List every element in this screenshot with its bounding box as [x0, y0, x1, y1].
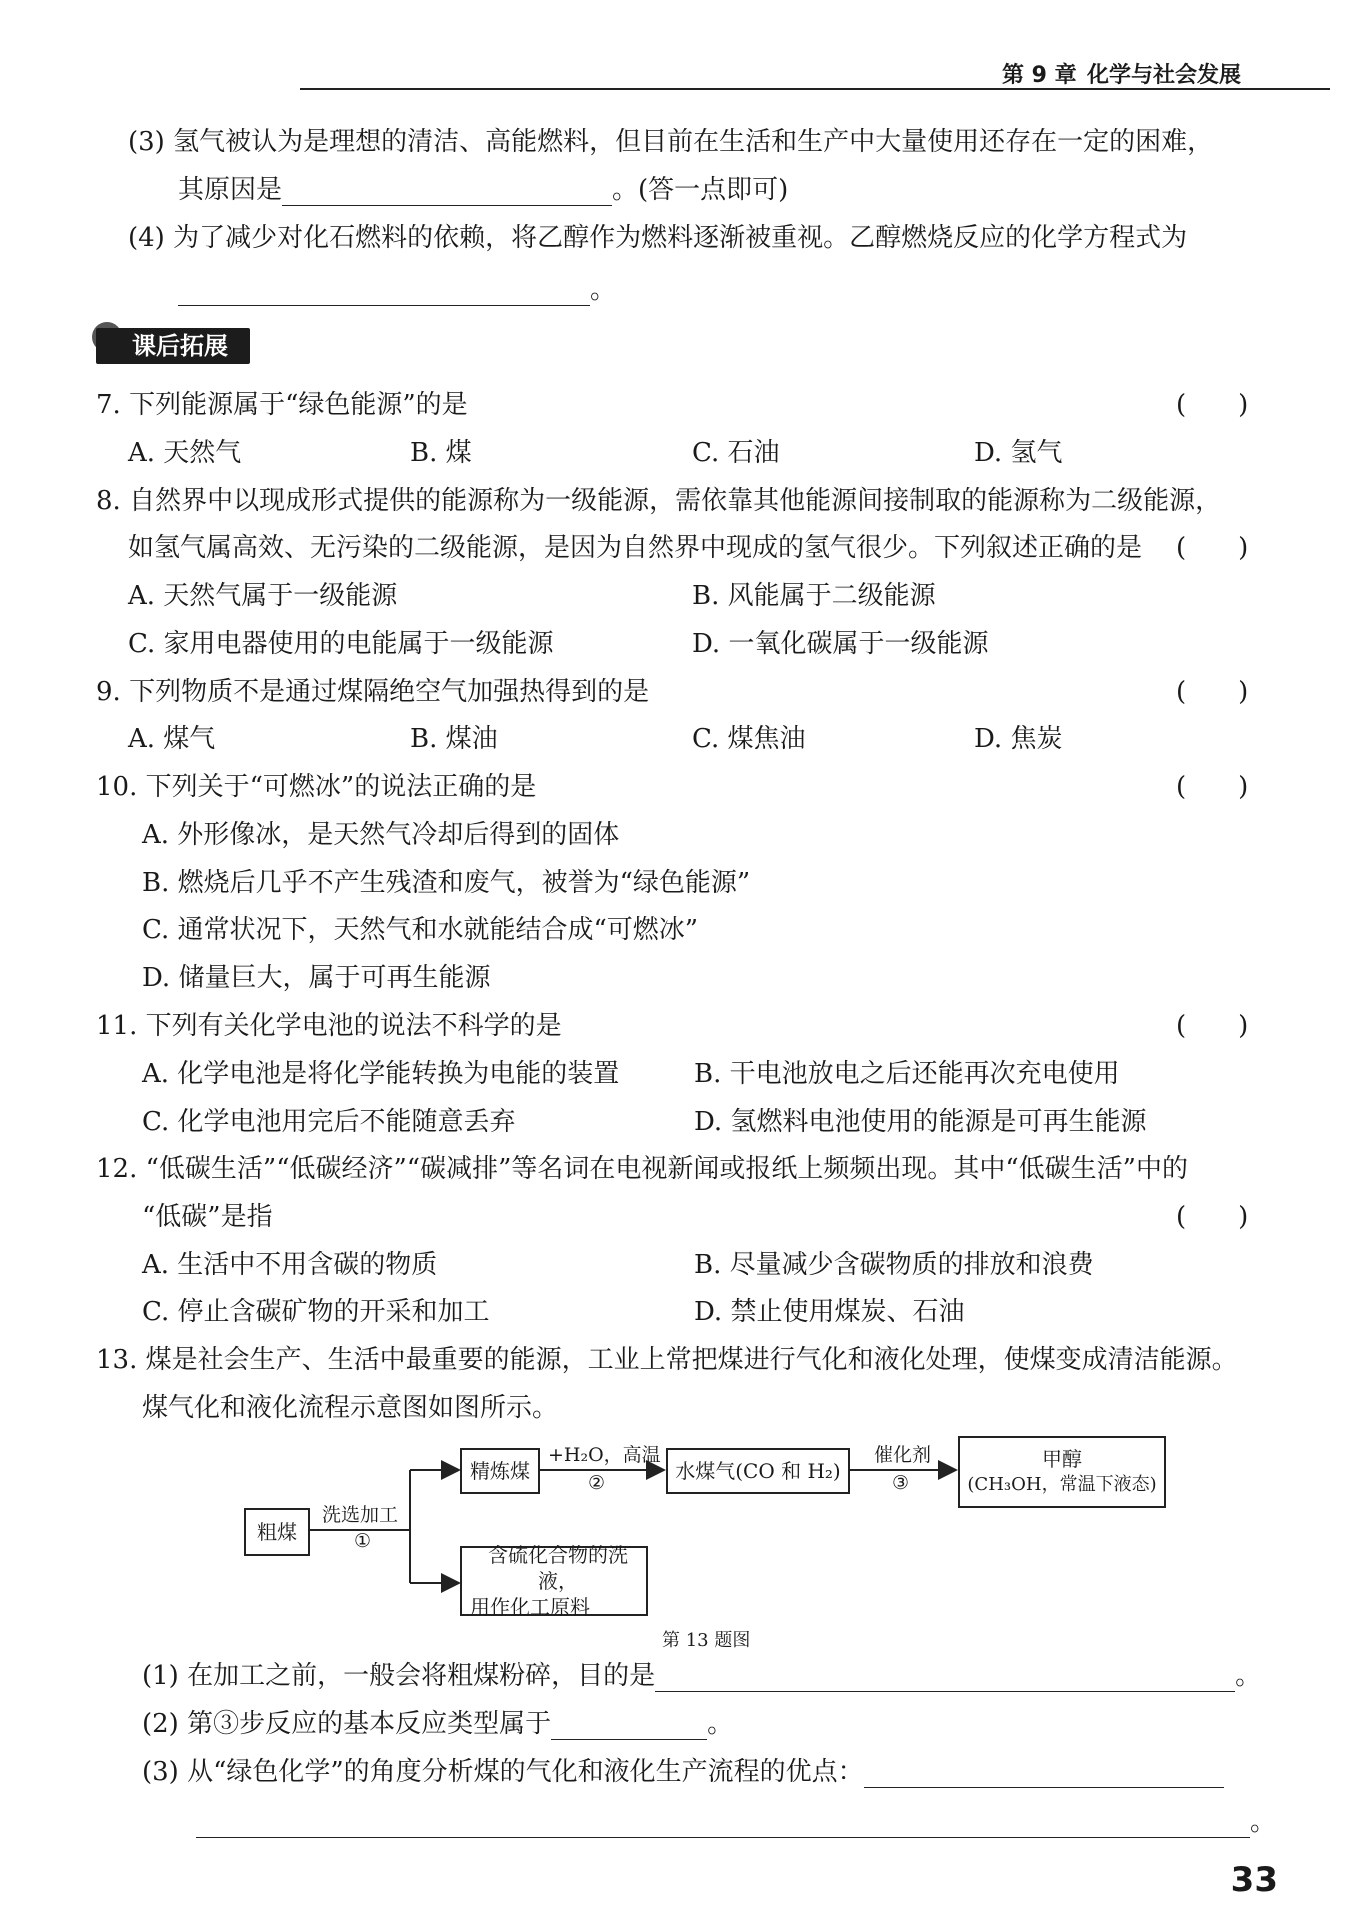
- methanol-line2: (CH₃OH，常温下液态): [967, 1474, 1157, 1495]
- step2-number: ②: [588, 1472, 606, 1494]
- byproduct-line1: 含硫化合物的洗液，: [488, 1543, 628, 1593]
- refined-coal-box: 精炼煤: [460, 1448, 540, 1494]
- q-prev-3-line2: [178, 174, 788, 206]
- q13-stem-line2: 煤气化和液化流程示意图如图所示。: [142, 1393, 559, 1423]
- q10-option-a[interactable]: A. 外形像冰，是天然气冷却后得到的固体: [142, 820, 620, 850]
- answer-paren[interactable]: ( ): [1176, 390, 1249, 420]
- q11-option-b[interactable]: B. 干电池放电之后还能再次充电使用: [694, 1059, 1120, 1089]
- answer-paren[interactable]: ( ): [1176, 677, 1249, 707]
- methanol-line1: 甲醇: [1042, 1447, 1082, 1471]
- step2-label: +H₂O，高温: [548, 1444, 661, 1466]
- q13-sub3-text: (3) 从“绿色化学”的角度分析煤的气化和液化生产流程的优点：: [142, 1757, 864, 1787]
- q10-option-d[interactable]: D. 储量巨大，属于可再生能源: [142, 963, 491, 993]
- page-number: 33: [1230, 1860, 1278, 1900]
- q13-sub2: [142, 1708, 733, 1740]
- q9-option-d[interactable]: D. 焦炭: [974, 724, 1063, 754]
- q9-stem: 9. 下列物质不是通过煤隔绝空气加强热得到的是: [96, 677, 650, 707]
- q8-option-b[interactable]: B. 风能属于二级能源: [692, 581, 936, 611]
- answer-blank[interactable]: [551, 1713, 707, 1740]
- q-prev-3-prefix: 其原因是: [178, 175, 283, 205]
- q13-stem-line1: 13. 煤是社会生产、生活中最重要的能源，工业上常把煤进行气化和液化处理，使煤变成清洁能源。: [96, 1345, 1238, 1375]
- q7-stem: 7. 下列能源属于“绿色能源”的是: [96, 390, 468, 420]
- methanol-box: [958, 1436, 1166, 1508]
- q12-stem-line2: “低碳”是指: [142, 1202, 273, 1232]
- q13-sub3-end: 。: [1250, 1807, 1277, 1837]
- q7-option-a[interactable]: A. 天然气: [128, 438, 242, 468]
- q8-option-c[interactable]: C. 家用电器使用的电能属于一级能源: [128, 629, 554, 659]
- q11-option-d[interactable]: D. 氢燃料电池使用的能源是可再生能源: [694, 1107, 1147, 1137]
- section-badge: 课后拓展: [96, 328, 250, 364]
- q13-sub2-text: (2) 第③步反应的基本反应类型属于: [142, 1709, 552, 1739]
- q8-option-d[interactable]: D. 一氧化碳属于一级能源: [692, 629, 989, 659]
- q13-sub1-text: (1) 在加工之前，一般会将粗煤粉碎，目的是: [142, 1661, 656, 1691]
- answer-blank[interactable]: [655, 1665, 1235, 1692]
- q12-option-a[interactable]: A. 生活中不用含碳的物质: [142, 1250, 438, 1280]
- q8-option-a[interactable]: A. 天然气属于一级能源: [128, 581, 398, 611]
- q12-option-b[interactable]: B. 尽量减少含碳物质的排放和浪费: [694, 1250, 1094, 1280]
- q13-sub3: [142, 1756, 1224, 1788]
- q11-stem: 11. 下列有关化学电池的说法不科学的是: [96, 1011, 562, 1041]
- q11-option-a[interactable]: A. 化学电池是将化学能转换为电能的装置: [142, 1059, 620, 1089]
- q9-option-b[interactable]: B. 煤油: [410, 724, 498, 754]
- q7-option-b[interactable]: B. 煤: [410, 438, 472, 468]
- q8-stem-line1: 8. 自然界中以现成形式提供的能源称为一级能源，需依靠其他能源间接制取的能源称为二级能源，: [96, 486, 1222, 516]
- q-prev-3-suffix: 。(答一点即可): [612, 175, 789, 205]
- q13-sub2-end: 。: [707, 1709, 734, 1739]
- q9-option-c[interactable]: C. 煤焦油: [692, 724, 806, 754]
- water-gas-box: 水煤气(CO 和 H₂): [666, 1448, 850, 1494]
- q-prev-4-end: 。: [590, 275, 617, 305]
- q-prev-3-line1: (3) 氢气被认为是理想的清洁、高能燃料，但目前在生活和生产中大量使用还存在一定的困难，: [128, 127, 1214, 157]
- q11-option-c[interactable]: C. 化学电池用完后不能随意丢弃: [142, 1107, 516, 1137]
- q-prev-4-line2: [178, 274, 616, 306]
- header-rule: [300, 88, 1330, 90]
- answer-paren[interactable]: ( ): [1176, 533, 1249, 563]
- chapter-label: 第 9 章: [1002, 63, 1077, 88]
- q13-sub1-end: 。: [1235, 1661, 1262, 1691]
- q10-stem: 10. 下列关于“可燃冰”的说法正确的是: [96, 772, 537, 802]
- q7-option-c[interactable]: C. 石油: [692, 438, 780, 468]
- chapter-title: 化学与社会发展: [1087, 63, 1242, 88]
- q13-sub1: [142, 1660, 1261, 1692]
- q8-stem-line2: 如氢气属高效、无污染的二级能源，是因为自然界中现成的氢气很少。下列叙述正确的是: [128, 533, 1143, 563]
- q12-option-c[interactable]: C. 停止含碳矿物的开采和加工: [142, 1297, 490, 1327]
- answer-paren[interactable]: ( ): [1176, 1011, 1249, 1041]
- q-prev-4-line1: (4) 为了减少对化石燃料的依赖，将乙醇作为燃料逐渐被重视。乙醇燃烧反应的化学方程式为: [128, 223, 1188, 253]
- step3-label: 催化剂: [874, 1444, 932, 1466]
- raw-coal-box: 粗煤: [244, 1508, 310, 1556]
- q12-option-d[interactable]: D. 禁止使用煤炭、石油: [694, 1297, 965, 1327]
- answer-blank[interactable]: [178, 279, 590, 306]
- q7-option-d[interactable]: D. 氢气: [974, 438, 1063, 468]
- answer-paren[interactable]: ( ): [1176, 772, 1249, 802]
- step3-number: ③: [892, 1472, 910, 1494]
- answer-blank[interactable]: [864, 1761, 1224, 1788]
- byproduct-box: [460, 1543, 648, 1619]
- q10-option-c[interactable]: C. 通常状况下，天然气和水就能结合成“可燃冰”: [142, 915, 699, 945]
- step1-label: 洗选加工: [322, 1504, 399, 1526]
- answer-blank[interactable]: [282, 179, 612, 206]
- answer-blank[interactable]: [196, 1811, 1250, 1838]
- step1-number: ①: [354, 1530, 372, 1552]
- q13-sub3-line2: [196, 1806, 1276, 1838]
- q12-stem-line1: 12. “低碳生活”“低碳经济”“碳减排”等名词在电视新闻或报纸上频频出现。其中“低碳生活”中的: [96, 1154, 1188, 1184]
- q10-option-b[interactable]: B. 燃烧后几乎不产生残渣和废气，被誉为“绿色能源”: [142, 868, 751, 898]
- byproduct-line2: 用作化工原料: [470, 1595, 590, 1619]
- q9-option-a[interactable]: A. 煤气: [128, 724, 216, 754]
- answer-paren[interactable]: ( ): [1176, 1202, 1249, 1232]
- figure-caption: 第 13 题图: [662, 1630, 751, 1651]
